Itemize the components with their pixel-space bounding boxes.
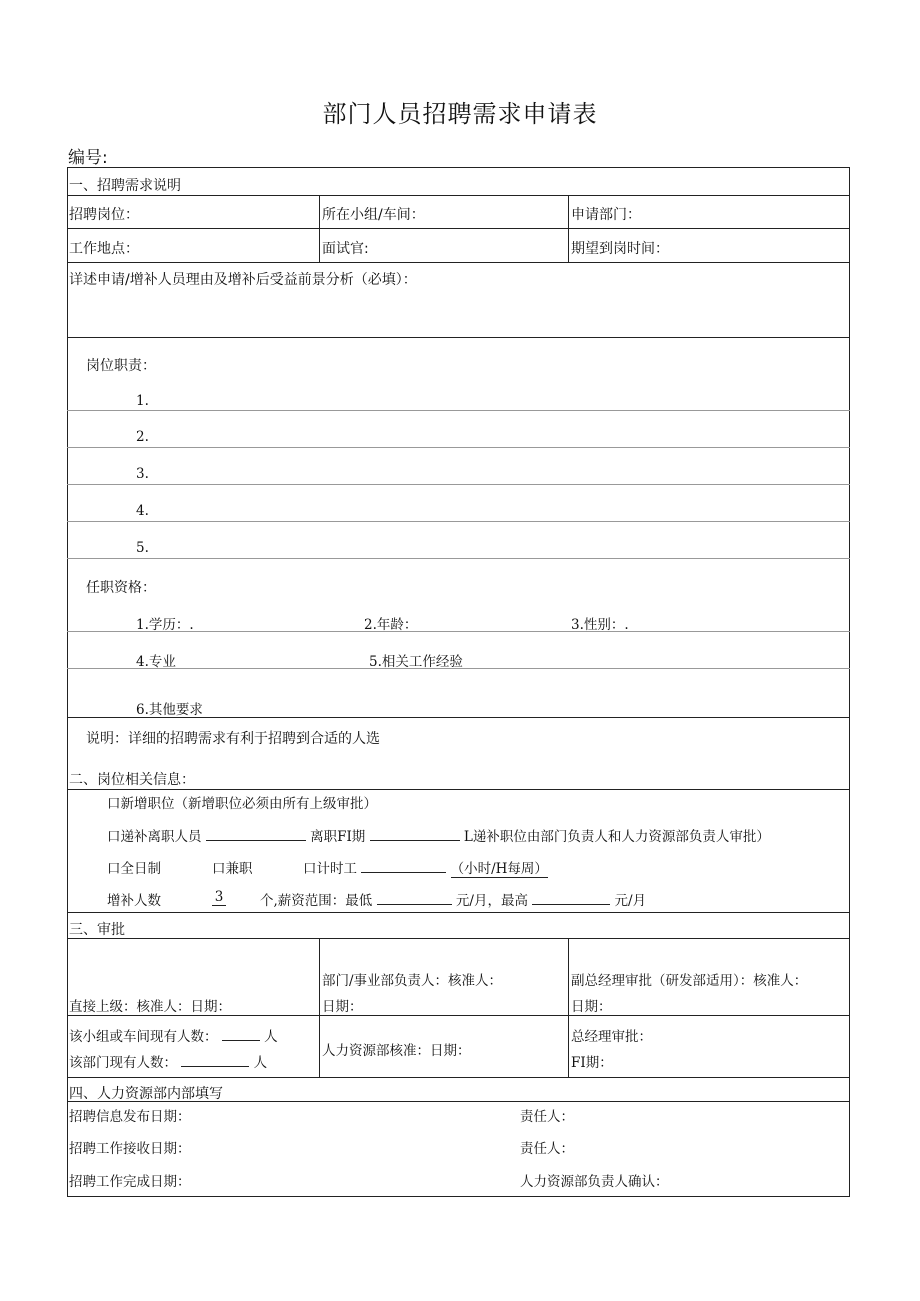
expected-date-label: 期望到岗时间： — [571, 241, 669, 257]
gm-date: FI期： — [571, 1055, 613, 1071]
divider — [67, 337, 850, 338]
receive-owner-label: 责任人： — [520, 1141, 574, 1157]
duties-label: 岗位职责： — [86, 358, 156, 374]
hourly-checkbox[interactable] — [303, 857, 548, 877]
section-heading-hr-internal: 四、人力资源部内部填写 — [69, 1086, 223, 1102]
age-item: 2.年龄： — [364, 617, 418, 633]
salary-unit: 元/月 — [614, 893, 647, 909]
divider — [67, 484, 850, 485]
section-heading-approval: 三、审批 — [69, 922, 125, 938]
divider — [67, 228, 850, 229]
dept-headcount-label: 该部门现有人数： — [69, 1055, 177, 1071]
dept-headcount — [69, 1051, 267, 1071]
direct-superior-approval: 直接上级：核准人：日期： — [69, 999, 231, 1015]
replacement-name-blank[interactable] — [206, 826, 306, 841]
headcount-value[interactable]: 3 — [212, 889, 226, 906]
education-item: 1.学历：. — [136, 617, 194, 633]
divider — [67, 262, 850, 263]
vp-approval: 副总经理审批（研发部适用）：核准人： — [571, 973, 808, 989]
divider — [67, 521, 850, 522]
divider — [67, 558, 850, 559]
hours-blank[interactable] — [361, 858, 446, 873]
divider — [568, 195, 569, 262]
gender-item: 3.性别：. — [571, 617, 629, 633]
headcount-label: 增补人数 — [107, 893, 161, 909]
leave-date-blank[interactable] — [370, 826, 460, 841]
divider — [67, 789, 850, 790]
salary-range — [260, 889, 646, 909]
gm-approval: 总经理审批： — [571, 1029, 652, 1045]
complete-date-label: 招聘工作完成日期： — [69, 1174, 191, 1190]
divider — [67, 447, 850, 448]
position-label: 招聘岗位： — [69, 207, 139, 223]
divider — [319, 195, 320, 262]
divider — [67, 410, 850, 411]
duty-item: 5. — [136, 540, 149, 556]
parttime-checkbox[interactable]: 口兼职 — [212, 861, 253, 877]
divider — [67, 1077, 850, 1078]
workplace-label: 工作地点： — [69, 241, 139, 257]
publish-owner-label: 责任人： — [520, 1109, 574, 1125]
divider — [568, 938, 569, 1077]
page-title: 部门人员招聘需求申请表 — [322, 100, 598, 128]
qualifications-label: 任职资格： — [86, 580, 156, 596]
experience-item: 5.相关工作经验 — [369, 654, 463, 670]
divider — [67, 195, 850, 196]
team-headcount-unit: 人 — [264, 1029, 278, 1045]
divider — [319, 938, 320, 1077]
duty-item: 1. — [136, 393, 149, 409]
salary-max-label: 元/月，最高 — [455, 893, 528, 909]
salary-max-blank[interactable] — [532, 890, 610, 905]
section-heading-position-info: 二、岗位相关信息： — [69, 772, 195, 788]
hours-unit: （小时/H每周） — [450, 861, 548, 877]
team-headcount-blank[interactable] — [222, 1026, 260, 1041]
other-requirements-item: 6.其他要求 — [136, 702, 203, 718]
department-label: 申请部门： — [571, 207, 641, 223]
receive-date-label: 招聘工作接收日期： — [69, 1141, 191, 1157]
replacement-checkbox[interactable] — [107, 825, 770, 845]
dept-headcount-unit: 人 — [253, 1055, 268, 1071]
dept-headcount-blank[interactable] — [181, 1052, 249, 1067]
team-headcount-label: 该小组或车间现有人数： — [69, 1029, 218, 1045]
hourly-label: 口计时工 — [303, 861, 357, 877]
interviewer-label: 面试官: — [322, 241, 369, 257]
salary-min-blank[interactable] — [377, 890, 452, 905]
hr-approval: 人力资源部核准：日期： — [322, 1043, 471, 1059]
section-heading-requirements: 一、招聘需求说明 — [69, 178, 181, 194]
divider — [67, 938, 850, 939]
note-text: 说明：详细的招聘需求有利于招聘到合适的人选 — [86, 731, 380, 747]
new-position-checkbox[interactable]: 口新增职位（新增职位必须由所有上级审批） — [107, 796, 377, 812]
replacement-note: L递补职位由部门负责人和人力资源部负责人审批） — [463, 829, 770, 845]
dept-head-approval: 部门/事业部负责人：核准人： — [322, 973, 503, 989]
divider — [67, 1015, 850, 1016]
salary-min-label: 个,薪资范围：最低 — [260, 893, 373, 909]
duty-item: 3. — [136, 466, 149, 482]
leave-date-label: 离职FI期 — [310, 829, 366, 845]
team-headcount — [69, 1025, 278, 1045]
reason-label: 详述申请/增补人员理由及增补后受益前景分析（必填）： — [69, 272, 417, 288]
publish-date-label: 招聘信息发布日期： — [69, 1109, 191, 1125]
dept-head-date: 日期： — [322, 999, 363, 1015]
fulltime-checkbox[interactable]: 口全日制 — [107, 861, 161, 877]
major-item: 4.专业 — [136, 654, 176, 670]
form-number-label: 编号: — [68, 148, 108, 168]
divider — [67, 912, 850, 913]
hr-confirm-label: 人力资源部负责人确认： — [520, 1174, 669, 1190]
duty-item: 2. — [136, 429, 149, 445]
vp-date: 日期： — [571, 999, 612, 1015]
duty-item: 4. — [136, 503, 149, 519]
team-label: 所在小组/车间： — [322, 207, 425, 223]
replacement-label: 口递补离职人员 — [107, 829, 202, 845]
